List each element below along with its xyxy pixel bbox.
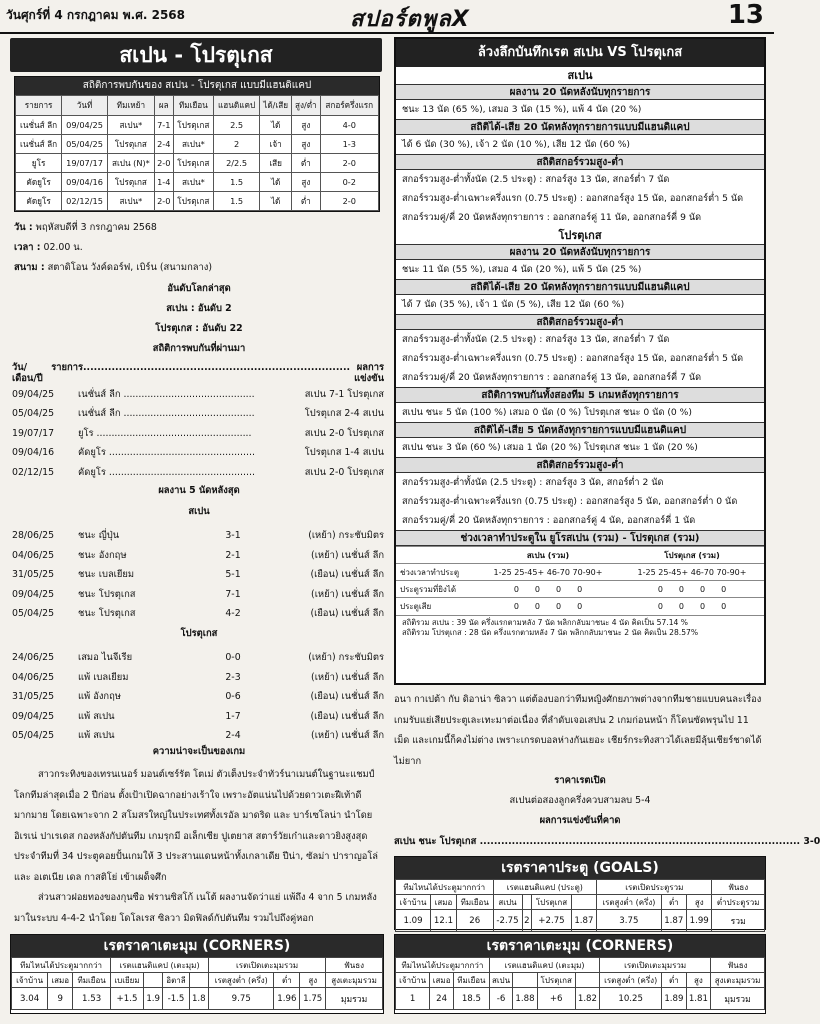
h2h-cell: 4-0 [320,116,378,135]
r-t2-l1: ชนะ 11 นัด (55 %), เสมอ 4 นัด (20 %), แพ้ 5 นัด (25 %) [402,264,642,275]
odds-sub [513,973,537,988]
odds-value: -2.75 [493,910,522,932]
h2h-cell: สเปน* [107,192,154,211]
last5-title: ผลงาน 5 นัดหลังสุด [158,485,240,496]
h2h-cell: ต่ำ [292,192,320,211]
h2h-row [16,135,379,154]
odds-value: 1.09 [396,910,431,932]
h2h-cell: โปรตุเกส [107,173,154,192]
form-row [12,604,384,624]
form-venue: (เยือน) เนชั่นส์ ลีก [310,691,384,702]
rate-analysis-title: ล้วงลึกบันทึกเรต สเปน VS โปรตุเกส [396,39,764,67]
odds-goals-box [394,856,766,930]
h2h-cell: ได้ [260,192,292,211]
past-date: 19/07/17 [12,427,55,439]
form-date: 31/05/25 [12,691,55,702]
odds-value: 18.5 [454,988,490,1010]
r-t2-l5: สกอร์รวมคู่/คี่ 20 นัดหลังทุกรายการ : ออกสกอร์คู่ 13 นัด, ออกสกอร์คี่ 7 นัด [402,372,702,383]
form-date: 05/04/25 [12,608,55,619]
h2h-header-1: วันที่ [62,96,108,116]
gt-r1: ช่วงเวลาทำประตู [396,564,476,581]
form-result: แพ้ อังกฤษ [78,691,121,702]
odds-sub [522,895,532,910]
form-date: 04/06/25 [12,549,55,561]
r-team1: สเปน [567,69,593,82]
rank-team2: โปรตุเกส : อันดับ 22 [155,323,243,334]
odds-sub: โปรตุเกส [537,973,575,988]
h2h-cell: ยูโร [16,154,62,173]
odds-sub [575,973,599,988]
h2h-cell: คัดยูโร [16,173,62,192]
odds-value: 10.25 [600,988,662,1010]
r-m-sec3: สถิติสกอร์รวมสูง-ต่ำ [396,457,764,473]
h2h-cell: 2-0 [320,154,378,173]
odds-sub: สเปน [493,895,522,910]
form-venue: (เยือน) เนชั่นส์ ลีก [310,710,384,722]
odds-value: 12.1 [431,910,457,932]
odds-value: 26 [456,910,493,932]
past-row [12,463,384,483]
form-score: 3-1 [225,530,241,541]
odds-h3: เรตเปิดเตะมุมรวม [600,958,711,973]
form-date: 04/06/25 [12,671,55,683]
prediction-title: ผลการแข่งขันที่คาด [539,815,621,826]
odds-value: 1.87 [661,910,686,932]
h2h-caption: สถิติการพบกันของ สเปน - โปรตุเกส แบบมีแฮนดิแคป [15,77,379,95]
odds-sub: ต่ำ [274,973,300,988]
h2h-cell: ได้ [260,173,292,192]
r-t1-l4: สกอร์รวมสูง-ต่ำเฉพาะครึ่งแรก (0.75 ประตู) : ออกสกอร์สูง 15 นัด, ออกสกอร์ต่ำ 5 นัด [402,193,744,204]
odds-value: 24 [430,988,454,1010]
gt-r3-a: 0 0 0 0 [476,598,620,615]
h2h-header-5: แฮนดิแคป [214,96,260,116]
odds-sub: เสมอ [431,895,457,910]
form-result: ชนะ ญี่ปุ่น [78,530,120,541]
odds-h4: ฟันธง [711,958,765,973]
h2h-cell: 09/04/16 [62,173,108,192]
odds-sub: สูงเตะมุมรวม [711,973,765,988]
odds-sub: เสมอ [48,973,73,988]
prob-text: สาวกระทิงของเทรนเนอร์ มอนต์เซร์รัต โตเม่ ตัวเต็งประจำทัวร์นาเมนต์ในฐานะแชมป์โลกทีมล่าสุดเมื่อ 2 ปีก่อน ตั้งเป้าเปิดฉากอย่างเร้าใจ เพราะอัตแน่นไปด้วยดาวเตะฝีเท้าดีมากมาย โดยเฉพาะจาก 2 สโมสรใหญ่ในประเทศทั้งเรอัล มาดริด และ บาร์เซโลน่า นำโดย อิเรเน่ ปาเรเดส กองหลังกัปตันทีม เกมรุกมี อเล็กเซีย ปูเตยาส สตาร์วัยเก๋าและดาวยิงสูงสุดประจำทีมที่ 34 ประตูคอยปั้นเกมให้ 3 ประสานแดนหน้าทั้งเกลาเดีย ปีน่า, ซัลม่า ปาราญอโล่ และ อเตเนีย เดล กาสติโย่ เข้าเผด็จศึก [14,769,379,883]
prob-text-2: ส่วนสาวฝอยทองของกุนซือ ฟรานซิสโก้ เนโต้ ผลงานจัดว่าแย่ แพ้ถึง 4 จาก 5 เกมหลัง มาในระบบ 4-4-2 นำโดย โดโลเรส ซิลวา มิดฟิลด์กัปตันทีม รวมไปถึงคู่หอก [14,892,377,924]
odds-h1: ทีมไหนได้ประตูมากกว่า [396,958,490,973]
past-comp: คัดยูโร ................................................. [78,466,255,478]
odds-sub: สูง [686,973,710,988]
odds-sub: สเปน [489,973,512,988]
odds-value: 1.81 [686,988,710,1010]
gt-r3: ประตูเสีย [396,598,476,615]
form-result: ชนะ อังกฤษ [78,549,127,561]
h2h-cell: 2-0 [154,192,173,211]
h2h-cell: คัดยูโร [16,192,62,211]
form-score: 2-3 [225,671,241,683]
past-row [12,443,384,463]
match-venue: สนาม : สตาดิโอน วังค์ดอร์ฟ, เบิร์น (สนามกลาง) [14,262,212,273]
form-result: ชนะ โปรตุเกส [78,588,136,600]
match-day: วัน : พฤหัสบดีที่ 3 กรกฎาคม 2568 [14,222,157,233]
h2h-cell: ต่ำ [292,154,320,173]
masthead-logo: สปอร์ตพูลX [350,7,470,32]
h2h-cell: 19/07/17 [62,154,108,173]
h2h-cell: 1.5 [214,173,260,192]
prediction: สเปน ชนะ โปรตุเกส .......................................................................................... 3-0 [394,836,820,847]
match-title: สเปน - โปรตุเกส [10,38,382,72]
h2h-cell: เนชั่นส์ ลีก [16,116,62,135]
odds-sub: เบเยียม [111,973,144,988]
r-t2-l2: ได้ 7 นัด (35 %), เจ้า 1 นัด (5 %), เสีย 12 นัด (60 %) [402,299,625,310]
form-date: 24/06/25 [12,652,55,663]
r-t1-sec2: สถิติได้-เสีย 20 นัดหลังทุกรายการแบบมีแฮนดิแคป [396,119,764,135]
gt-h1: สเปน (รวม) [476,547,620,564]
odds-sub: เสมอ [430,973,454,988]
odds-sub: อิตาลี [163,973,189,988]
r-m-l5: สกอร์รวมคู่/คี่ 20 นัดหลังทุกรายการ : ออกสกอร์คู่ 4 นัด, ออกสกอร์คี่ 1 นัด [402,515,696,526]
odds-h1: ทีมไหนได้ประตูมากกว่า [12,958,111,973]
form-row [12,726,384,746]
r-t1-sec3: สถิติสกอร์รวมสูง-ต่ำ [396,154,764,170]
past-comp: คัดยูโร ................................................. [78,447,255,459]
form-date: 05/04/25 [12,730,55,741]
odds-h2: เรตแฮนดิแคป (เตะมุม) [489,958,599,973]
odds-sub: ทีมเยือน [456,895,493,910]
odds-value: 1.82 [575,988,599,1010]
odds-value: 3.75 [597,910,661,932]
odds-value: 1.75 [300,988,326,1010]
past-comp: ยูโร .................................................... [78,427,252,439]
r-m-l1: สเปน ชนะ 5 นัด (100 %) เสมอ 0 นัด (0 %) โปรตุเกส ชนะ 0 นัด (0 %) [402,407,692,418]
form-score: 4-2 [225,608,241,619]
past-date: 09/04/25 [12,388,55,400]
past-title: สถิติการพบกันที่ผ่านมา [152,343,246,354]
odds-value: +1.5 [111,988,144,1010]
form-result: เสมอ ไนจีเรีย [78,652,133,663]
r-stat1: สถิติรวม สเปน : 39 นัด ครึ่งแรกตามหลัง 7 นัด พลิกกลับมาชนะ 4 นัด คิดเป็น 57.14 % [396,615,764,628]
odds-value: 1.87 [571,910,596,932]
h2h-header-0: รายการ [16,96,62,116]
odds-value: 2 [522,910,532,932]
form-venue: (เหย้า) เนชั่นส์ ลีก [311,588,384,600]
gt-r3-b: 0 0 0 0 [620,598,764,615]
rank-team1: สเปน : อันดับ 2 [166,303,232,314]
h2h-cell: 1-3 [320,135,378,154]
odds-sub: ทีมเยือน [454,973,490,988]
form-row [12,668,384,688]
odds-h3: เรตเปิดเตะมุมรวม [209,958,326,973]
odds-value: +2.75 [532,910,571,932]
odds-sub: เจ้าบ้าน [396,973,430,988]
past-result: สเปน 2-0 โปรตุเกส [304,466,384,478]
past-result: โปรตุเกส 2-4 สเปน [304,408,384,420]
form-score: 7-1 [225,588,241,600]
h2h-table [15,95,379,211]
h2h-cell: โปรตุเกส [107,135,154,154]
past-row [12,404,384,424]
odds-title: เรตราคาเตะมุม (CORNERS) [11,935,383,957]
prob-title: ความน่าจะเป็นของเกม [152,746,246,757]
team1-form-list [12,526,384,624]
past-date: 05/04/25 [12,408,55,420]
odds-value: 1.89 [662,988,686,1010]
odds-sub: สูง [300,973,326,988]
odds-corners-right-box [394,934,766,1014]
past-date: 02/12/15 [12,466,55,478]
odds-corners-left-box [10,934,384,1014]
odds-sub: ต่ำประตูรวม [712,895,765,910]
r-t2-l4: สกอร์รวมสูง-ต่ำเฉพาะครึ่งแรก (0.75 ประตู) : ออกสกอร์สูง 15 นัด, ออกสกอร์ต่ำ 5 นัด [402,353,744,364]
odds-value: มุมรวม [711,988,765,1010]
r-t1-l2: ได้ 6 นัด (30 %), เจ้า 2 นัด (10 %), เสีย 12 นัด (60 %) [402,139,631,150]
past-head: วัน/เดือน/ปี รายการ........................................................................... ผลการแข่งขัน [12,362,384,385]
past-comp: เนชั่นส์ ลีก ............................................ [78,388,255,400]
form-row [12,585,384,605]
match-time: เวลา : 02.00 น. [14,242,83,253]
past-list [12,362,384,482]
page-number: 13 [727,0,764,30]
form-row [12,526,384,546]
odds-sub: เรตสูงต่ำ (ครึ่ง) [209,973,274,988]
form-venue: (เหย้า) กระชับมิตร [308,530,384,541]
h2h-cell: 2-0 [154,154,173,173]
h2h-cell: สูง [292,116,320,135]
h2h-cell: 0-2 [320,173,378,192]
gt-cols1: 1-25 25-45+ 46-70 70-90+ [476,564,620,581]
odds-h3: เรตเปิดประตูรวม [597,880,712,895]
past-comp: เนชั่นส์ ลีก ............................................ [78,408,255,420]
r-t1-l5: สกอร์รวมคู่/คี่ 20 นัดหลังทุกรายการ : ออกสกอร์คู่ 11 นัด, ออกสกอร์คี่ 9 นัด [402,212,702,223]
form-score: 5-1 [225,569,241,580]
odds-sub: ทีมเยือน [73,973,111,988]
gt-r2-b: 0 0 0 0 [620,581,764,598]
form-result: ชนะ เบลเยียม [78,569,135,580]
h2h-cell: 2 [214,135,260,154]
r-m-l4: สกอร์รวมสูง-ต่ำเฉพาะครึ่งแรก (0.75 ประตู) : ออกสกอร์สูง 5 นัด, ออกสกอร์ต่ำ 0 นัด [402,496,738,507]
h2h-header-7: สูง/ต่ำ [292,96,320,116]
form-score: 0-0 [225,652,241,663]
h2h-header-3: ผล [154,96,173,116]
h2h-cell: โปรตุเกส [173,116,213,135]
h2h-cell: เนชั่นส์ ลีก [16,135,62,154]
form-result: ชนะ โปรตุเกส [78,608,136,619]
h2h-cell: สเปน* [107,116,154,135]
odds-sub: ต่ำ [661,895,686,910]
goal-time-table [396,546,764,615]
h2h-row [16,192,379,211]
past-row [12,424,384,444]
odds-table [395,879,765,932]
h2h-cell: 7-1 [154,116,173,135]
r-t2-l3: สกอร์รวมสูง-ต่ำทั้งนัด (2.5 ประตู) : สกอร์สูง 13 นัด, สกอร์ต่ำ 7 นัด [402,334,670,345]
form-row [12,707,384,727]
form-venue: (เหย้า) เนชั่นส์ ลีก [311,549,384,561]
form-score: 2-1 [225,549,241,561]
odds-value: 9.75 [209,988,274,1010]
gt-h2: โปรตุเกส (รวม) [620,547,764,564]
h2h-cell: 2.5 [214,116,260,135]
rank-title: อันดับโลกล่าสุด [167,283,231,294]
odds-value: 1.88 [513,988,537,1010]
past-result: โปรตุเกส 1-4 สเปน [304,447,384,459]
form-row [12,648,384,668]
h2h-cell: สเปน (N)* [107,154,154,173]
h2h-cell: 09/04/25 [62,116,108,135]
form-date: 31/05/25 [12,569,55,580]
h2h-cell: เจ้า [260,135,292,154]
odds-value: 1.9 [143,988,162,1010]
odds-value: 3.04 [12,988,48,1010]
form-result: แพ้ เบลเยียม [78,671,129,683]
r-t1-l3: สกอร์รวมสูง-ต่ำทั้งนัด (2.5 ประตู) : สกอร์สูง 13 นัด, สกอร์ต่ำ 7 นัด [402,174,670,185]
odds-table [11,957,383,1010]
odds-value: 1.8 [189,988,208,1010]
form-score: 2-4 [225,730,241,741]
rate-analysis-box [394,37,766,685]
past-date: 09/04/16 [12,447,55,459]
r-stat2: สถิติรวม โปรตุเกส : 28 นัด ครึ่งแรกตามหลัง 7 นัด พลิกกลับมาชนะ 2 นัด คิดเป็น 28.57% [402,628,699,638]
r-paragraph: อนา กาเปต้า กับ ดิอาน่า ซิลวา แต่ต้องบอกว่าทีมหญิงศักยภาพต่างจากทีมชายแบบคนละเรื่อง เกมรับแย่เสียประตูเละเทะมาต่อเนื่อง ที่ลำดับเจอเสปน 2 เกมก่อนหน้า ก็โดนซัดพรุนไป 11 เม็ด และเกมนี้ก็คงไม่ต่าง เพราะเกรดบอลห่างกันเยอะ เชียร์กระทิงสาวได้เลยมีลุ้นเชียร์ชาดได้ไม่ยาก [394,694,762,767]
h2h-header-8: สกอร์ครึ่งแรก [320,96,378,116]
odds-sub: เจ้าบ้าน [396,895,431,910]
h2h-header-2: ทีมเหย้า [107,96,154,116]
odds-h4: ฟันธง [326,958,383,973]
h2h-table-box [14,76,380,212]
h2h-cell: 2-0 [320,192,378,211]
odds-open-text: สเปนต่อสองลูกครึ่งควบสามลบ 5-4 [509,795,651,806]
form-score: 0-6 [225,691,241,702]
past-row [12,385,384,405]
odds-value: -6 [489,988,512,1010]
form-score: 1-7 [225,710,241,722]
team2-label: โปรตุเกส [180,628,218,639]
h2h-cell: โปรตุเกส [173,192,213,211]
team1-label: สเปน [188,506,210,517]
gt-h0 [396,547,476,564]
odds-value: 1.53 [73,988,111,1010]
odds-sub [143,973,162,988]
form-venue: (เยือน) เนชั่นส์ ลีก [310,569,384,580]
h2h-cell: สเปน* [173,135,213,154]
past-result: สเปน 7-1 โปรตุเกส [304,388,384,400]
h2h-cell: 1.5 [214,192,260,211]
h2h-cell: 2-4 [154,135,173,154]
odds-h2: เรตแฮนดิแคป (เตะมุม) [111,958,209,973]
form-venue: (เหย้า) กระชับมิตร [308,652,384,663]
odds-sub: ต่ำ [662,973,686,988]
odds-value: 1 [396,988,430,1010]
team2-form-list [12,648,384,746]
gt-r2: ประตูรวมที่ยิงได้ [396,581,476,598]
r-t1-l1: ชนะ 13 นัด (65 %), เสมอ 3 นัด (15 %), แพ้ 4 นัด (20 %) [402,104,642,115]
form-row [12,546,384,566]
odds-sub: โปรตุเกส [532,895,571,910]
odds-value: 1.96 [274,988,300,1010]
odds-open-title: ราคาเรตเปิด [554,775,606,786]
odds-value: +6 [537,988,575,1010]
form-row [12,565,384,585]
h2h-cell: 05/04/25 [62,135,108,154]
odds-sub: เรตสูงต่ำ (ครึ่ง) [600,973,662,988]
gt-r2-a: 0 0 0 0 [476,581,620,598]
h2h-row [16,116,379,135]
odds-value: -1.5 [163,988,189,1010]
odds-table [395,957,765,1010]
r-m-l3: สกอร์รวมสูง-ต่ำทั้งนัด (2.5 ประตู) : สกอร์สูง 3 นัด, สกอร์ต่ำ 2 นัด [402,477,664,488]
h2h-cell: 2/2.5 [214,154,260,173]
odds-value: รวม [712,910,765,932]
odds-sub: สูง [687,895,712,910]
odds-value: มุมรวม [326,988,383,1010]
r-t2-sec2: สถิติได้-เสีย 20 นัดหลังทุกรายการแบบมีแฮนดิแคป [396,279,764,295]
odds-sub: เจ้าบ้าน [12,973,48,988]
r-t1-sec1: ผลงาน 20 นัดหลังนับทุกรายการ [396,84,764,100]
odds-h2: เรตแฮนดิแคป (ประตู) [493,880,597,895]
form-result: แพ้ สเปน [78,710,115,722]
h2h-cell: 1-4 [154,173,173,192]
r-t2-sec3: สถิติสกอร์รวมสูง-ต่ำ [396,314,764,330]
odds-title: เรตราคาเตะมุม (CORNERS) [395,935,765,957]
r-m-sec2: สถิติได้-เสีย 5 นัดหลังทุกรายการแบบมีแฮนดิแคป [396,422,764,438]
form-row [12,687,384,707]
form-date: 09/04/25 [12,588,55,600]
odds-h4: ฟันธง [712,880,765,895]
form-venue: (เหย้า) เนชั่นส์ ลีก [311,671,384,683]
h2h-cell: สูง [292,173,320,192]
odds-value: 1.99 [687,910,712,932]
odds-sub [189,973,208,988]
h2h-cell: โปรตุเกส [173,154,213,173]
odds-h1: ทีมไหนได้ประตูมากกว่า [396,880,494,895]
h2h-cell: สูง [292,135,320,154]
form-venue: (เหย้า) เนชั่นส์ ลีก [311,730,384,741]
h2h-cell: 02/12/15 [62,192,108,211]
odds-sub: เรตสูงต่ำ (ครึ่ง) [597,895,661,910]
odds-sub: สูงเตะมุมรวม [326,973,383,988]
gt-cols2: 1-25 25-45+ 46-70 70-90+ [620,564,764,581]
odds-sub [571,895,596,910]
h2h-header-4: ทีมเยือน [173,96,213,116]
odds-title: เรตราคาประตู (GOALS) [395,857,765,879]
past-result: สเปน 2-0 โปรตุเกส [304,427,384,439]
h2h-cell: ได้ [260,116,292,135]
h2h-header-6: ได้/เสีย [260,96,292,116]
form-date: 09/04/25 [12,710,55,722]
issue-date: วันศุกร์ที่ 4 กรกฎาคม พ.ศ. 2568 [6,8,185,22]
odds-value: 9 [48,988,73,1010]
h2h-cell: เสีย [260,154,292,173]
r-m-sec1: สถิติการพบกันทั้งสองทีม 5 เกมหลังทุกรายการ [396,387,764,403]
h2h-row [16,154,379,173]
form-date: 28/06/25 [12,530,55,541]
r-t2-sec1: ผลงาน 20 นัดหลังนับทุกรายการ [396,244,764,260]
r-team2: โปรตุเกส [558,229,602,242]
r-m-l2: สเปน ชนะ 3 นัด (60 %) เสมอ 1 นัด (20 %) โปรตุเกส ชนะ 1 นัด (20 %) [402,442,698,453]
form-result: แพ้ สเปน [78,730,115,741]
form-venue: (เยือน) เนชั่นส์ ลีก [310,608,384,619]
r-time-sec: ช่วงเวลาทำประตูใน ยูโรสเปน (รวม) - โปรตุเกส (รวม) [396,530,764,546]
page-header [0,0,774,34]
h2h-row [16,173,379,192]
h2h-cell: สเปน* [173,173,213,192]
